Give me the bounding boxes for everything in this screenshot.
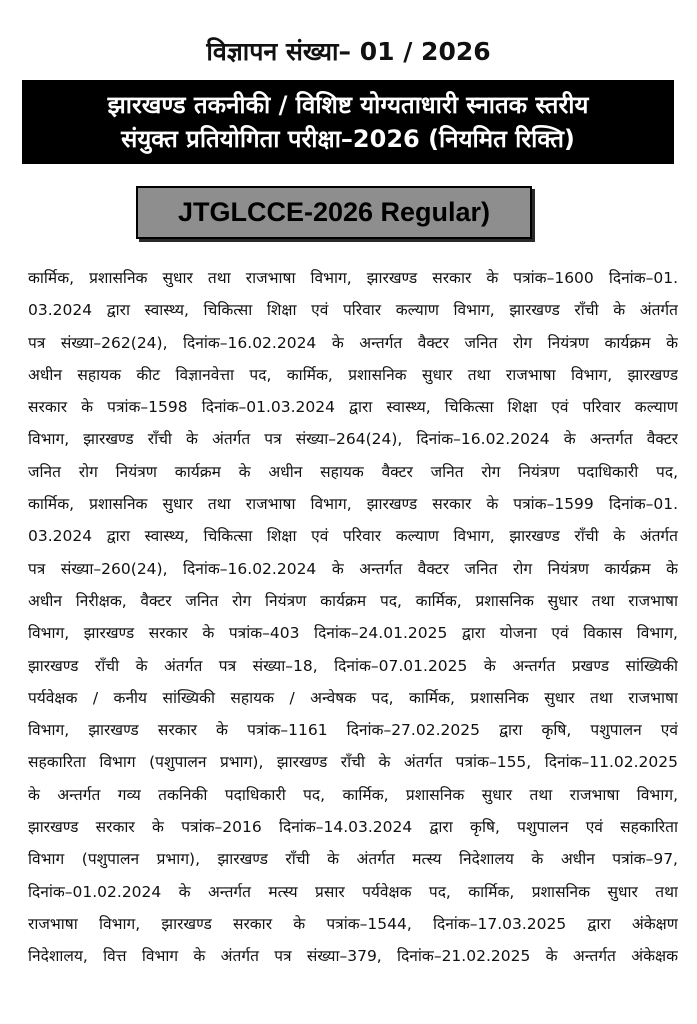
paragraph-line: कार्मिक, प्रशासनिक सुधार तथा राजभाषा विभाग, झारखण्ड सरकार के पत्रांक–1600 दिनांक–01. xyxy=(28,269,678,287)
paragraph-line: विभाग, झारखण्ड सरकार के पत्रांक–1161 दिनांक–27.02.2025 द्वारा कृषि, पशुपालन एवं xyxy=(28,721,678,740)
paragraph-line: अधीन निरीक्षक, वैक्टर जनित रोग नियंत्रण कार्यक्रम पद, कार्मिक, प्रशासनिक सुधार तथा राजभाषा xyxy=(28,591,678,610)
paragraph-line: 03.2024 द्वारा स्वास्थ्य, चिकित्सा शिक्षा एवं परिवार कल्याण विभाग, झारखण्ड राँची के अंतर्गत xyxy=(28,527,678,546)
exam-title-banner xyxy=(22,80,674,164)
paragraph-line: विभाग, झारखण्ड सरकार के पत्रांक–403 दिनांक–24.01.2025 द्वारा योजना एवं विकास विभाग, xyxy=(28,624,678,643)
exam-title-line-1: झारखण्ड तकनीकी / विशिष्ट योग्यताधारी स्नातक स्तरीय xyxy=(107,91,589,119)
paragraph-line: पर्यवेक्षक / कनीय सांख्यिकी सहायक / अन्वेषक पद, कार्मिक, प्रशासनिक सुधार तथा राजभाषा xyxy=(28,688,678,707)
paragraph-line: सरकार के पत्रांक–1598 दिनांक–01.03.2024 द्वारा स्वास्थ्य, चिकित्सा शिक्षा एवं परिवार कल्याण xyxy=(28,398,678,417)
paragraph-line: पत्र संख्या–260(24), दिनांक–16.02.2024 के अन्तर्गत वैक्टर जनित रोग नियंत्रण कार्यक्रम के xyxy=(28,559,678,578)
paragraph-line: राजभाषा विभाग, झारखण्ड सरकार के पत्रांक–1544, दिनांक–17.03.2025 द्वारा अंकेक्षण xyxy=(28,914,678,933)
paragraph-line: कार्मिक, प्रशासनिक सुधार तथा राजभाषा विभाग, झारखण्ड सरकार के पत्रांक–1599 दिनांक–01. xyxy=(28,495,678,514)
paragraph-line: अधीन सहायक कीट विज्ञानवेत्ता पद, कार्मिक, प्रशासनिक सुधार तथा राजभाषा विभाग, झारखण्ड xyxy=(28,365,678,384)
paragraph-line: 03.2024 द्वारा स्वास्थ्य, चिकित्सा शिक्षा एवं परिवार कल्याण विभाग, झारखण्ड राँची के अंतर्गत xyxy=(28,301,678,320)
paragraph-line: सहकारिता विभाग (पशुपालन प्रभाग), झारखण्ड राँची के अंतर्गत पत्रांक–155, दिनांक–11.02.2025 xyxy=(28,753,678,772)
exam-code-box xyxy=(136,186,532,239)
paragraph-line: विभाग, झारखण्ड राँची के अंतर्गत पत्र संख्या–264(24), दिनांक–16.02.2024 के अन्तर्गत वैक्टर xyxy=(28,430,678,449)
notice-paragraph xyxy=(28,262,678,973)
exam-title-line-2: संयुक्त प्रतियोगिता परीक्षा–2026 (नियमित रिक्ति) xyxy=(121,125,575,153)
paragraph-line: पत्र संख्या–262(24), दिनांक–16.02.2024 के अन्तर्गत वैक्टर जनित रोग नियंत्रण कार्यक्रम के xyxy=(28,333,678,352)
paragraph-line: विभाग (पशुपालन प्रभाग), झारखण्ड राँची के अंतर्गत मत्स्य निदेशालय के अधीन पत्रांक–97, xyxy=(28,850,678,869)
paragraph-line: दिनांक–01.02.2024 के अन्तर्गत मत्स्य प्रसार पर्यवेक्षक पद, कार्मिक, प्रशासनिक सुधार तथा xyxy=(28,882,678,901)
paragraph-line: निदेशालय, वित्त विभाग के अंतर्गत पत्र संख्या–379, दिनांक–21.02.2025 के अन्तर्गत अंकेक्षक xyxy=(28,947,678,966)
paragraph-line: जनित रोग नियंत्रण कार्यक्रम के अधीन सहायक वैक्टर जनित रोग नियंत्रण पदाधिकारी पद, xyxy=(28,462,678,481)
exam-code: JTGLCCE-2026 Regular) xyxy=(177,197,491,227)
paragraph-line: झारखण्ड सरकार के पत्रांक–2016 दिनांक–14.03.2024 द्वारा कृषि, पशुपालन एवं सहकारिता xyxy=(28,818,678,837)
advertisement-number: विज्ञापन संख्या– 01 / 2026 xyxy=(206,37,491,66)
paragraph-line: के अन्तर्गत गव्य तकनिकी पदाधिकारी पद, कार्मिक, प्रशासनिक सुधार तथा राजभाषा विभाग, xyxy=(28,785,678,804)
paragraph-line: झारखण्ड राँची के अंतर्गत पत्र संख्या–18, दिनांक–07.01.2025 के अन्तर्गत प्रखण्ड सांख्यिकी xyxy=(28,656,678,675)
